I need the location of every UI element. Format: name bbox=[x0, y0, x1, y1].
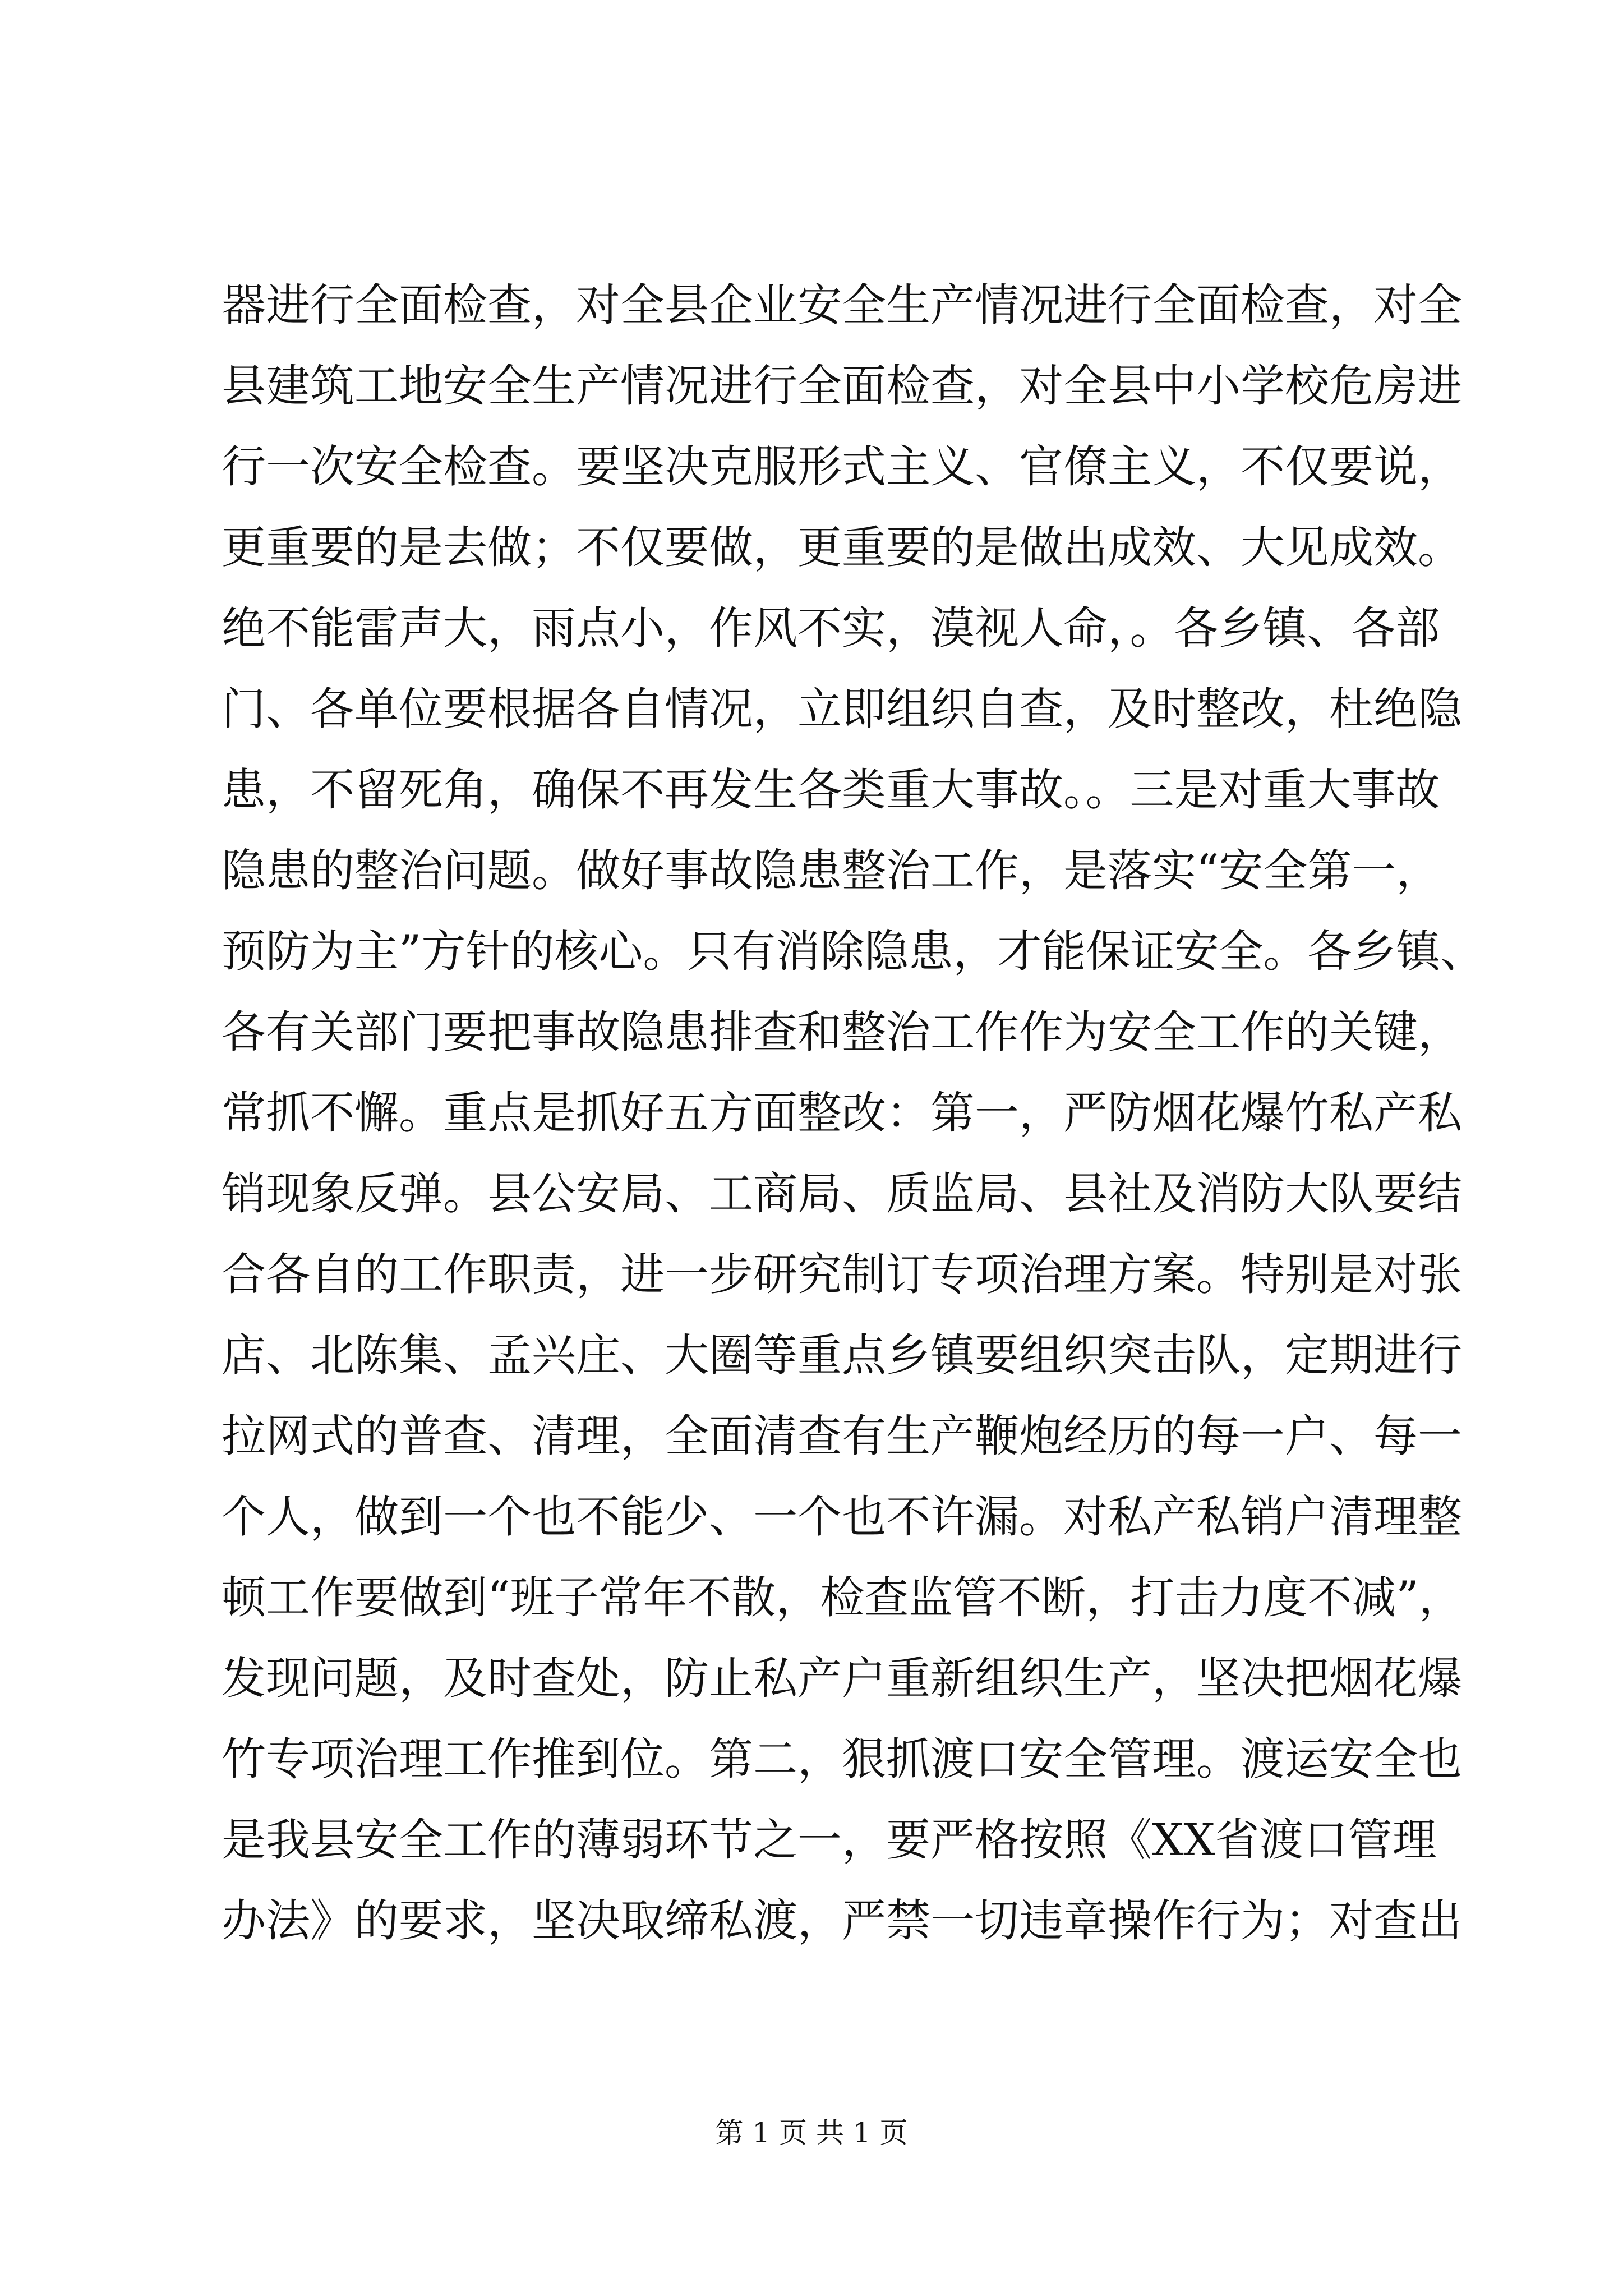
text-line: 拉网式的普查、清理，全面清查有生产鞭炮经历的每一户、每一 bbox=[222, 1410, 1462, 1462]
text-line: 隐患的整治问题。做好事故隐患整治工作，是落实“安全第一， bbox=[222, 845, 1441, 896]
text-line: 绝不能雷声大，雨点小，作风不实，漠视人命，。各乡镇、各部 bbox=[222, 602, 1440, 654]
text-line: 店、北陈集、孟兴庄、大圈等重点乡镇要组织突击队，定期进行 bbox=[222, 1329, 1462, 1381]
text-line: 竹专项治理工作推到位。第二，狠抓渡口安全管理。渡运安全也 bbox=[222, 1733, 1462, 1785]
text-line: 发现问题，及时查处，防止私产户重新组织生产，坚决把烟花爆 bbox=[222, 1653, 1462, 1704]
text-line: 销现象反弹。县公安局、工商局、质监局、县社及消防大队要结 bbox=[222, 1168, 1462, 1220]
text-line: 患，不留死角，确保不再发生各类重大事故。。三是对重大事故 bbox=[222, 764, 1440, 816]
body-text bbox=[222, 265, 1485, 1961]
text-line: 更重要的是去做；不仅要做，更重要的是做出成效、大见成效。 bbox=[222, 522, 1462, 573]
text-line: 预防为主”方针的核心。只有消除隐患，才能保证安全。各乡镇、 bbox=[222, 926, 1485, 977]
page-number-label: 第 1 页 共 1 页 bbox=[715, 2116, 908, 2149]
text-line: 器进行全面检查，对全县企业安全生产情况进行全面检查，对全 bbox=[222, 279, 1462, 331]
text-line: 行一次安全检查。要坚决克服形式主义、官僚主义，不仅要说， bbox=[222, 441, 1462, 493]
text-line: 门、各单位要根据各自情况，立即组织自查，及时整改，杜绝隐 bbox=[222, 683, 1462, 735]
text-line: 合各自的工作职责，进一步研究制订专项治理方案。特别是对张 bbox=[222, 1249, 1462, 1300]
text-line: 是我县安全工作的薄弱环节之一，要严格按照《XX省渡口管理 bbox=[222, 1814, 1437, 1866]
text-line: 办法》的要求，坚决取缔私渡，严禁一切违章操作行为；对查出 bbox=[222, 1895, 1462, 1947]
text-line: 县建筑工地安全生产情况进行全面检查，对全县中小学校危房进 bbox=[222, 360, 1462, 412]
text-line: 常抓不懈。重点是抓好五方面整改：第一，严防烟花爆竹私产私 bbox=[222, 1087, 1462, 1139]
text-line: 个人，做到一个也不能少、一个也不许漏。对私产私销户清理整 bbox=[222, 1491, 1462, 1543]
page-footer bbox=[0, 2116, 1623, 2150]
text-line: 各有关部门要把事故隐患排查和整治工作作为安全工作的关键， bbox=[222, 1006, 1462, 1058]
text-line: 顿工作要做到“班子常年不散，检查监管不断，打击力度不减”， bbox=[222, 1572, 1463, 1623]
